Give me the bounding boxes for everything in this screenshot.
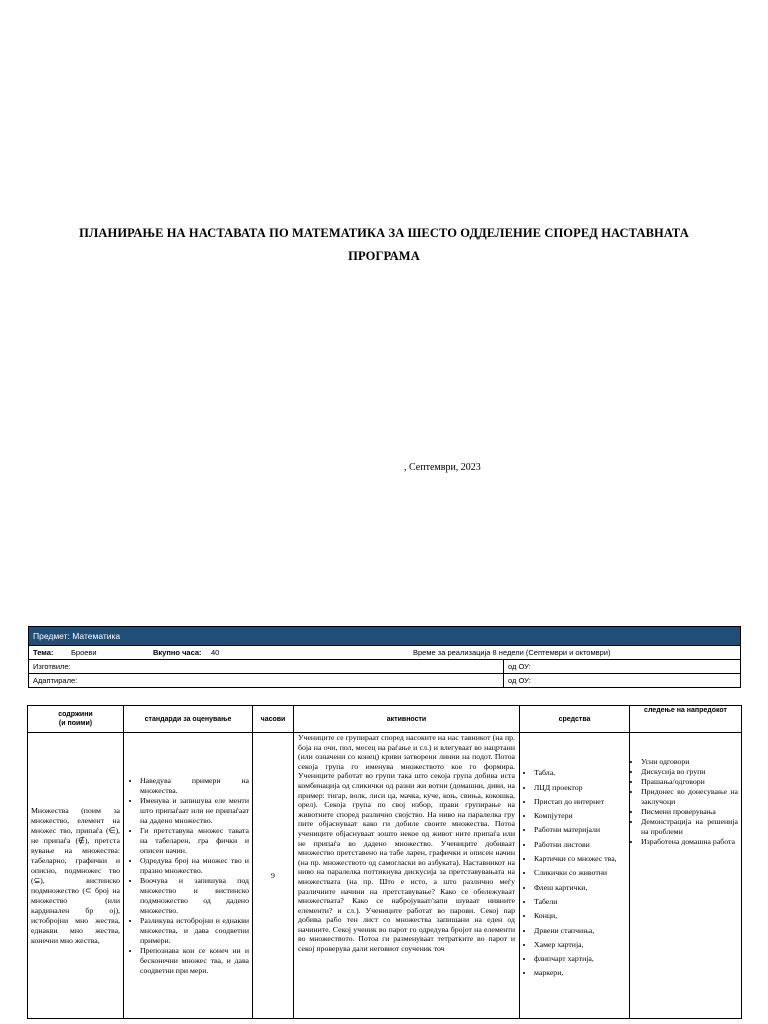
standard-item: • Наведува примери на множества. [140,776,249,796]
standards-list [127,776,249,976]
resource-item: • Работни листови [534,840,626,850]
standard-item: • Воочува и запишува под множество и вистинско подмножество од дадено множество. [140,876,249,916]
school-label-2: од ОУ: [503,674,740,687]
table-row [28,733,742,1019]
resource-item: • маркери, [534,968,626,978]
resources-cell [520,733,630,1019]
progress-item: • Демонстрација на решенија на проблеми [641,817,738,837]
progress-item: • Дискусија во групи [641,767,738,777]
prepared-label: Изготвиле: [33,662,71,671]
document-date: , Септември, 2023 [404,462,481,473]
standard-item: • Именува и запишува еле менти што припаѓаат или не припаѓаат на дадено множество. [140,796,249,826]
subject-info-table [28,626,741,688]
resource-item: • Пристап до интернет [534,797,626,807]
header-standards: стандарди за оценување [124,706,253,733]
header-activities: активности [294,706,520,733]
content-cell: Множества (поим за множество, елемент на множес тво, припаѓа (∈), не припаѓа (∉), претста вување на множества: табеларно, графички и описно, подмножес тво (⊆), вистинско подмножество (⊂ број на множество (или кардинален бр ој), истоброjни мно жества, еднакви мно жества, конечни мно жества, [28,733,124,1019]
header-hours: часови [253,706,294,733]
planning-table [27,705,742,1019]
resource-item: • Сликички со животни [534,868,626,878]
topic-row [29,646,740,660]
resource-item: • ЛЦД проектор [534,783,626,793]
resource-item: • флипчарт хартија, [534,954,626,964]
header-content: содржини (и поими) [28,706,124,733]
progress-item: • Придонес во донесување на заклучоци [641,787,738,807]
title-line-1: ПЛАНИРАЊЕ НА НАСТАВАТА ПО МАТЕМАТИКА ЗА ШЕСТО ОДДЕЛЕНИЕ СПОРЕД НАСТАВНАТА [79,226,689,240]
header-resources: средства [520,706,630,733]
activities-cell: Учениците се групираат според насоките на нас тавникот (на пр. боја на очи, пол, месец на раѓање и сл.) и влегуваат во нацртани (или означени со конец) криви затворени линии на подот. Потоа секоја група го именува множеството кое го формира. Учениците работат во групи така што секоја група добива иста комбинација од сликички од разни жи вотни (домашни, диви, на пример: тигар, волк, лиси ца, мачка, куче, коњ, свиња, кокошка, орел). Секоја група по свој избор, прави групирање на животните според различно својство. На ниво на паралелка гру пите објаснуваат како ги добиле своите множества. Потоа учениците објаснуваат зошто некое од живот ните припаѓа или не припаѓа во дадено множество. Учениците добиваат множество претставено на табе ларен, графички и описен начин (на пр. множеството од самогласки во азбуката). Наставникот на ниво на паралелка поттикнува дискусија за претставувањата на множествата (на пр. Што е исто, а што различно меѓу различните начини на претставување? Како се обележуваат множествата? Како се набројуваат/запи шуваат нивните елементи? и сл.). Учениците работат во парови. Секој пар добива рабо тен лист со множества запишани на еден од начините. Секој ученик во парот го одредува бројот на елементи во множеството. Потоа ги разменуваат тетратките во парот и секој проверува дали неговиот соученик точ [294,733,520,1019]
standard-item: • Препознава кои се конеч ни и бесконечни множес тва, и дава соодветни при мери. [140,946,249,976]
resource-item: • Табла, [534,768,626,778]
resource-item: • Картички со множес тва, [534,854,626,864]
hours-value: 40 [211,648,220,657]
hours-cell: 9 [253,733,294,1019]
title-line-2: ПРОГРАМА [348,249,420,263]
progress-list [633,757,738,847]
hours-label: Вкупно часа: [153,648,202,657]
standards-cell [124,733,253,1019]
resource-item: • Табели [534,897,626,907]
time-text: Време за реализација 8 недели (Септември и октомври) [413,648,611,657]
resource-item: • Работни материјали [534,825,626,835]
adapted-label: Адаптирале: [33,676,78,685]
standard-item: • Ги претставува множес тавата на табеларен, гра фички и описен начин. [140,826,249,856]
progress-cell [630,733,742,1019]
adapted-row [29,674,740,687]
header-progress: следење на напредокот [630,706,742,733]
progress-item: • Изработена домашна работа [641,837,738,847]
table-header-row [28,706,742,733]
progress-item: • Писмени проверувања [641,807,738,817]
document-title [40,222,728,268]
standard-item: • Разликува истоброjни и еднакви множества, и дава соодветни примери. [140,916,249,946]
subject-header: Предмет: Математика [29,627,740,646]
prepared-row [29,660,740,674]
resource-item: • Дрвени стапчиња, [534,926,626,936]
resource-item: • Конци, [534,911,626,921]
resource-item: • Компјутери [534,811,626,821]
topic-label: Тема: [33,648,54,657]
resources-list [523,768,626,978]
resource-item: • Флеш картички, [534,883,626,893]
progress-item: • Усни одговори [641,757,738,767]
topic-value: Броеви [71,648,97,657]
resource-item: • Хамер хартија, [534,940,626,950]
school-label-1: од ОУ: [503,660,740,673]
standard-item: • Одредува број на множес тво и празно множество. [140,856,249,876]
progress-item: • Прашања/одговори [641,777,738,787]
